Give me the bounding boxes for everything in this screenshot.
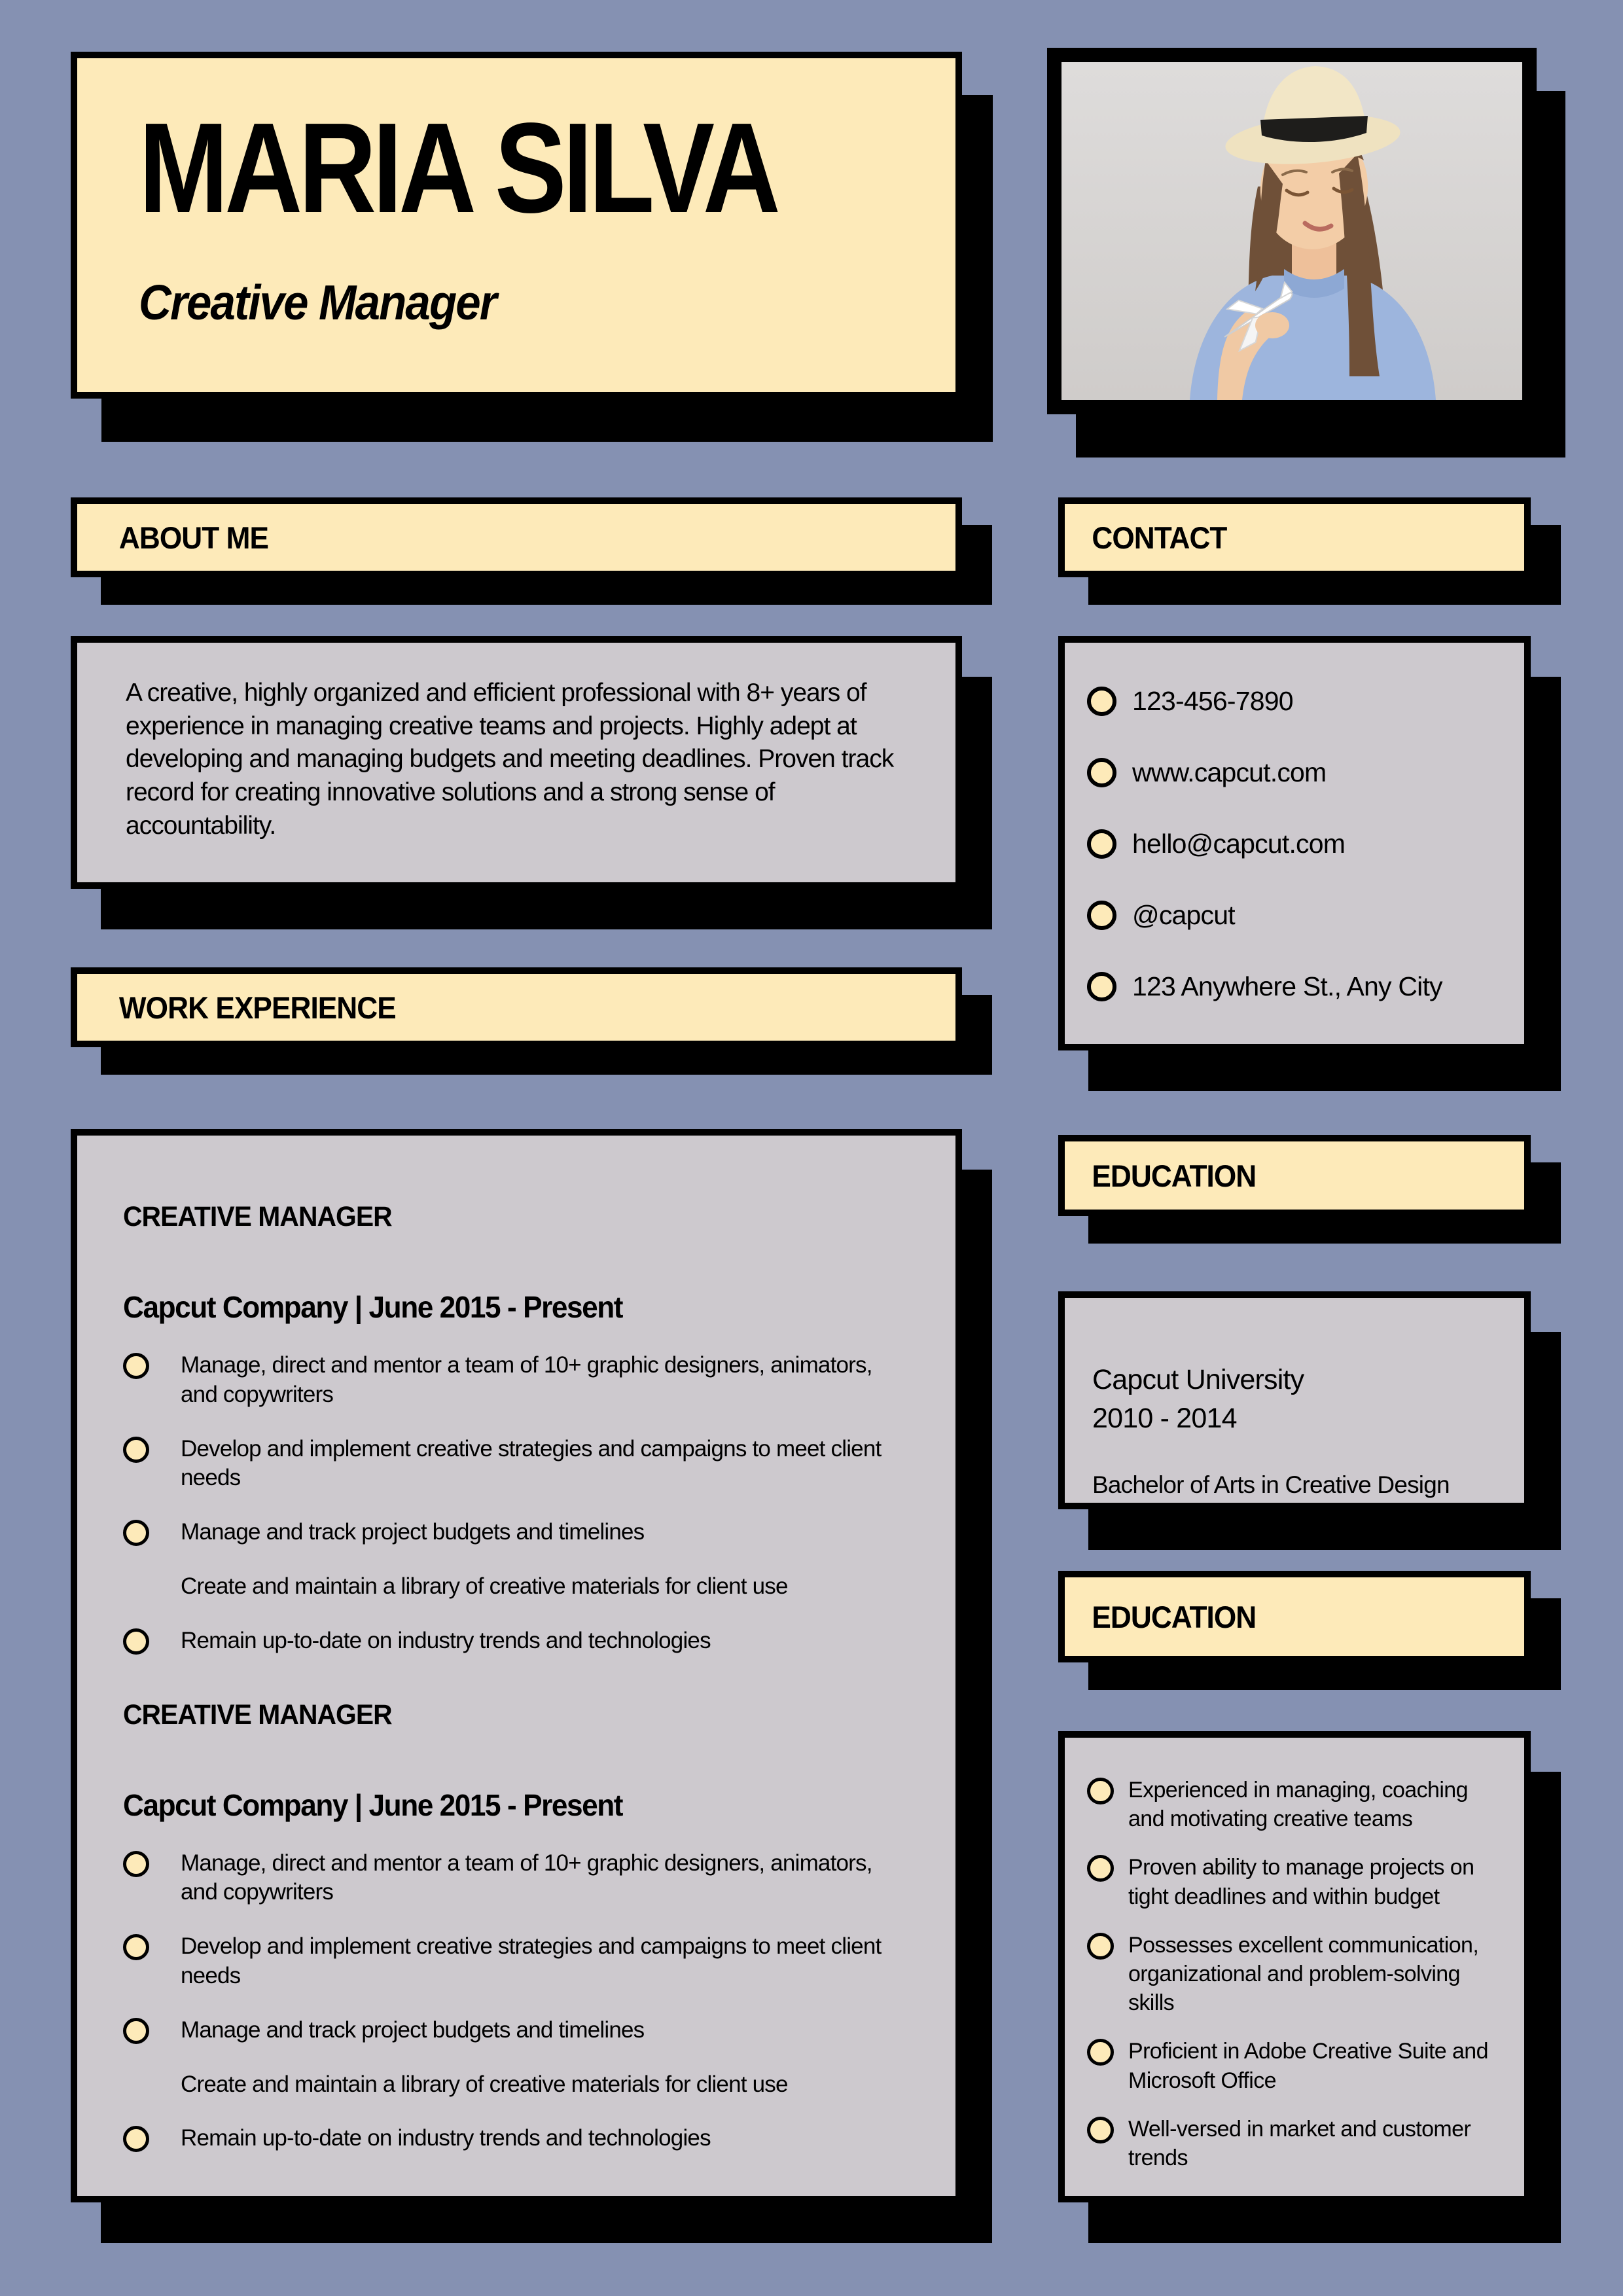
list-item	[123, 2124, 910, 2153]
section-header-contact	[1058, 497, 1531, 577]
list-item-text: Proficient in Adobe Creative Suite and Microsoft Office	[1128, 2039, 1488, 2093]
bullet-circle-icon	[123, 1628, 149, 1655]
list-item-text: Possesses excellent communication, organizational and problem-solving skills	[1128, 1932, 1479, 2016]
job-company-dates: Capcut Company | June 2015 - Present	[123, 1290, 623, 1324]
bullet-circle-icon	[1087, 1855, 1114, 1882]
list-item	[123, 1932, 910, 1991]
list-item	[123, 1626, 910, 1656]
bullet-circle-icon	[1087, 2039, 1114, 2066]
list-item-text: Develop and implement creative strategies and campaigns to meet client needs	[181, 1933, 882, 1988]
list-item	[123, 1572, 910, 1602]
list-item	[1087, 829, 1505, 859]
list-item-text: Develop and implement creative strategies and campaigns to meet client needs	[181, 1435, 882, 1491]
section-header-education	[1058, 1135, 1531, 1216]
bullet-circle-icon	[1087, 901, 1116, 930]
bullet-circle-icon	[123, 2126, 149, 2152]
list-item	[123, 1351, 910, 1410]
list-item	[1087, 686, 1505, 717]
job-bullet-list	[123, 1351, 910, 1656]
list-item	[1087, 900, 1505, 931]
list-item	[1087, 757, 1505, 788]
bullet-circle-icon	[123, 1437, 149, 1463]
list-item	[1087, 971, 1505, 1002]
education-degree: Bachelor of Arts in Creative Design	[1092, 1471, 1450, 1498]
list-item	[123, 2016, 910, 2045]
list-item	[123, 1849, 910, 1908]
job-entry	[123, 1201, 910, 1656]
bullet-circle-icon	[123, 1353, 149, 1379]
person-name: MARIA SILVA	[139, 96, 777, 240]
bullet-circle-icon	[1087, 758, 1116, 787]
education-school: Capcut University	[1092, 1364, 1304, 1395]
list-item	[1087, 1776, 1507, 1833]
list-item-text: www.capcut.com	[1132, 757, 1327, 787]
section-heading: ABOUT ME	[118, 520, 269, 555]
list-item-text: Experienced in managing, coaching and motivating creative teams	[1128, 1778, 1468, 1832]
contact-panel	[1058, 636, 1531, 1050]
bullet-circle-icon	[123, 1520, 149, 1546]
work-panel	[71, 1129, 962, 2202]
bullet-circle-icon	[123, 1851, 149, 1877]
person-job-title: Creative Manager	[139, 275, 496, 330]
list-item	[1087, 2037, 1507, 2094]
section-header-work	[71, 967, 962, 1047]
section-heading: CONTACT	[1092, 520, 1227, 555]
list-item	[123, 2070, 910, 2100]
job-entry	[123, 1699, 910, 2154]
list-item-text: Remain up-to-date on industry trends and technologies	[181, 2125, 711, 2151]
list-item-text: hello@capcut.com	[1132, 829, 1346, 859]
bullet-circle-icon	[123, 1934, 149, 1960]
list-item-text: Manage, direct and mentor a team of 10+ graphic designers, animators, and copywriters	[181, 1850, 872, 1905]
list-item-text: Proven ability to manage projects on tight deadlines and within budget	[1128, 1855, 1474, 1909]
list-item-text: 123-456-7890	[1132, 686, 1293, 716]
bullet-circle-icon	[1087, 1933, 1114, 1960]
job-company-dates: Capcut Company | June 2015 - Present	[123, 1787, 623, 1822]
skills-list	[1087, 1776, 1507, 2172]
bullet-circle-icon	[1087, 687, 1116, 716]
list-item-text: Well-versed in market and customer trends	[1128, 2116, 1471, 2170]
bullet-circle-icon	[1087, 972, 1116, 1001]
bullet-circle-icon	[1087, 1778, 1114, 1804]
education-years: 2010 - 2014	[1092, 1403, 1237, 1435]
list-item-text: Remain up-to-date on industry trends and technologies	[181, 1627, 711, 1653]
contact-list	[1087, 686, 1505, 1002]
job-bullet-list	[123, 1849, 910, 2154]
education-panel	[1058, 1291, 1531, 1509]
about-panel	[71, 636, 962, 889]
header-card	[71, 52, 962, 399]
job-title: CREATIVE MANAGER	[123, 1698, 392, 1731]
list-item	[1087, 2115, 1507, 2172]
list-item-text: @capcut	[1132, 900, 1235, 930]
list-item-text: Create and maintain a library of creative materials for client use	[181, 2071, 788, 2097]
list-item	[123, 1435, 910, 1494]
bullet-circle-icon	[1087, 2117, 1114, 2144]
bullet-circle-icon	[1087, 829, 1116, 859]
section-heading: EDUCATION	[1092, 1158, 1257, 1193]
skills-panel	[1058, 1731, 1531, 2202]
profile-photo	[1047, 48, 1537, 414]
list-item-text: Create and maintain a library of creative materials for client use	[181, 1573, 788, 1599]
list-item-text: 123 Anywhere St., Any City	[1132, 971, 1442, 1001]
portrait-illustration	[1061, 62, 1522, 400]
list-item-text: Manage, direct and mentor a team of 10+ graphic designers, animators, and copywriters	[181, 1352, 872, 1407]
section-header-about	[71, 497, 962, 577]
list-item	[1087, 1931, 1507, 2018]
job-title: CREATIVE MANAGER	[123, 1201, 392, 1232]
list-item	[1087, 1853, 1507, 1910]
section-header-skills	[1058, 1571, 1531, 1662]
list-item-text: Manage and track project budgets and timelines	[181, 2017, 645, 2043]
list-item-text: Manage and track project budgets and timelines	[181, 1519, 645, 1545]
list-item	[123, 1518, 910, 1547]
section-heading: EDUCATION	[1092, 1599, 1257, 1634]
bullet-circle-icon	[123, 2018, 149, 2044]
section-heading: WORK EXPERIENCE	[118, 990, 396, 1025]
about-text: A creative, highly organized and efficient professional with 8+ years of experience in managing creative teams and projects. Highly adept at developing and managing budgets and meeting deadlines. Proven track record for creating innovative solutions and a strong sense of accountability.	[126, 679, 894, 840]
